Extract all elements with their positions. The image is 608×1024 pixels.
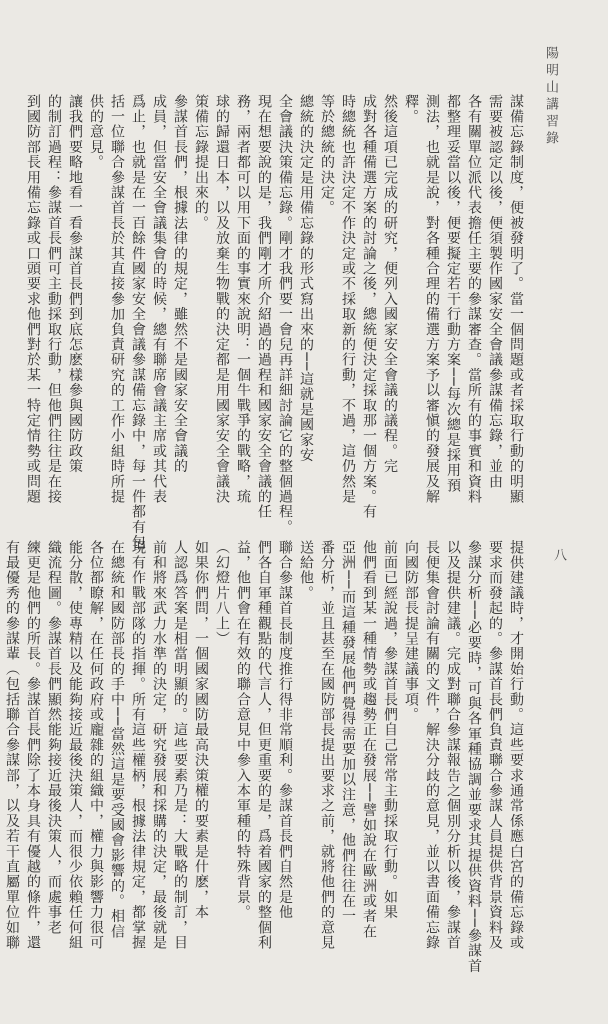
text-column: 成對各種備選方案的討論之後，總統便決定採取那一個方案。有 xyxy=(361,94,377,520)
text-column: 參謀首長們，根據法律的規定，雖然不是國家安全會議的 xyxy=(172,94,188,474)
text-column: 提供建議時，才開始行動。這些要求通常係應白宮的備忘錄或 xyxy=(508,540,524,951)
text-column: 前和將來武力水準的決定，研究發展和採購的決定，最後就是 xyxy=(151,540,167,951)
text-column: 務，兩者都可以用下面的事實來說明：一個牛戰爭的戰略，琉 xyxy=(235,94,251,505)
text-column: 送給他。 xyxy=(298,540,314,601)
text-column: 供的意見。 xyxy=(88,94,104,170)
running-title: 陽明山講習錄 xyxy=(543,46,558,148)
text-column: 織流程圖。參謀首長們顯然能夠接近最後決策人，而處事老 xyxy=(46,540,62,936)
text-column: 到國防部長用備忘錄或口頭要求他們對於某一特定情勢或問題 xyxy=(25,94,41,505)
text-column: 現在想要說的是，我們剛才所介紹過的過程和國家安全會議的任 xyxy=(256,94,272,520)
text-column: 向國防部長提呈建議事項。 xyxy=(403,540,419,723)
text-column: 策備忘錄提出來的。 xyxy=(193,94,209,231)
upper-text-block xyxy=(25,94,526,550)
text-column: 人認爲答案是相當明顯的。這些要素乃是：大戰略的制訂，目 xyxy=(172,540,188,951)
text-column: 練更是他們的所長。參謀首長們除了本身具有優越的條件，還 xyxy=(25,540,41,951)
text-column: 爲止，也就是在一百餘件國家安全會議參謀備忘錄中，每一件都有包 xyxy=(130,94,146,550)
text-column: 參謀分析──必要時，可與各軍種協調並要求其提供資料──參謀首 xyxy=(466,540,482,974)
text-column: 釋。 xyxy=(403,94,419,125)
text-column: 謀備忘錄制度，便被發明了。當一個問題或者採取行動的明顯 xyxy=(508,94,524,505)
page-number: 八 xyxy=(551,548,566,561)
text-column: 球的歸還日本，以及放棄生物戰的決定都是用國家安全會議決 xyxy=(214,94,230,505)
text-column: 以及提供建議。完成對聯合參謀報告之個別分析以後，參謀首 xyxy=(445,540,461,951)
text-column: 益，他們會在有效的聯合意見中參入本軍種的特殊背景。 xyxy=(235,540,251,920)
text-column: 亞洲──而這種發展他們覺得需要加以注意，他們往往在一 xyxy=(340,540,356,925)
text-column: 全會議決策備忘錄。剛才我們要一會兒再詳細討論它的整個過程。 xyxy=(277,94,293,535)
text-column: 現有作戰部隊的指揮。所有這些權柄，根據法律規定，都掌握 xyxy=(130,540,146,951)
text-column: 時總統也許決定不作決定或不採取新的行動，不過，這仍然是 xyxy=(340,94,356,505)
text-column: 的制訂過程：參謀首長們可主動採取行動，但他們往往是在接 xyxy=(46,94,62,505)
text-column: 們各自軍種觀點的代言人，但更重要的是，爲着國家的整個利 xyxy=(256,540,272,951)
text-column: 總統的決定是用備忘錄的形式寫出來的──這就是國家安 xyxy=(298,94,314,463)
text-column: 在總統和國防部長的手中──當然這是要受國會影響的。相信 xyxy=(109,540,125,940)
text-column: 各有關單位派代表擔任主要的參謀審查。當所有的事實和資料 xyxy=(466,94,482,505)
text-column: 測法，也就是說，對各種合理的備選方案予以審愼的發展及解 xyxy=(424,94,440,505)
text-column: 能分散，使專精以及能夠接近最後決策人，而很少依賴任何組 xyxy=(67,540,83,951)
text-column: 他們看到某一種情勢或趨勢正在發展──譬如說在歐洲或者在 xyxy=(361,540,377,940)
text-column: 各位都瞭解，在任何政府或龐雜的組織中，權力與影響力很可 xyxy=(88,540,104,951)
text-column: 成員，但當安全會議集會的時候，總有聯席會議主席或其代表 xyxy=(151,94,167,505)
text-column: 括一位聯合參謀首長於其直接參加負責研究的工作小組時所提 xyxy=(109,94,125,505)
text-column: 如果你們問，一個國家國防最高決策權的要素是什麽，本 xyxy=(193,540,209,920)
text-column: （幻燈片八上） xyxy=(214,540,230,647)
text-column: 需要被認定以後，便須製作國家安全會議參謀備忘錄，並由 xyxy=(487,94,503,490)
lower-text-block xyxy=(4,540,526,992)
text-column: 有最優秀的參謀輩（包括聯合參謀部，以及若干直屬單位如聯 xyxy=(4,540,20,951)
text-column: 讓我們要略地看一看參謀首長們到底怎麽樣參與國防政策 xyxy=(67,94,83,474)
text-column: 番分析，並且甚至在國防部長提出要求之前，就將他們的意見 xyxy=(319,540,335,951)
text-column: 都整理妥當以後，便要擬定若干行動方案──每次總是採用預 xyxy=(445,94,461,494)
text-column: 長便集會討論有關的文件，解決分歧的意見，並以書面備忘錄 xyxy=(424,540,440,951)
text-column: 前面已經說過，參謀首長們自己常常主動採取行動。如果 xyxy=(382,540,398,920)
text-column: 聯合參謀首長制度推行得非常順利。參謀首長們自然是他 xyxy=(277,540,293,920)
text-column: 等於總統的決定。 xyxy=(319,94,335,216)
text-column: 要求而發起的。參謀首長們負責聯合參謀人員提供背景資料及 xyxy=(487,540,503,951)
text-column: 然後這項已完成的研究，便列入國家安全會議的議程。完 xyxy=(382,94,398,474)
